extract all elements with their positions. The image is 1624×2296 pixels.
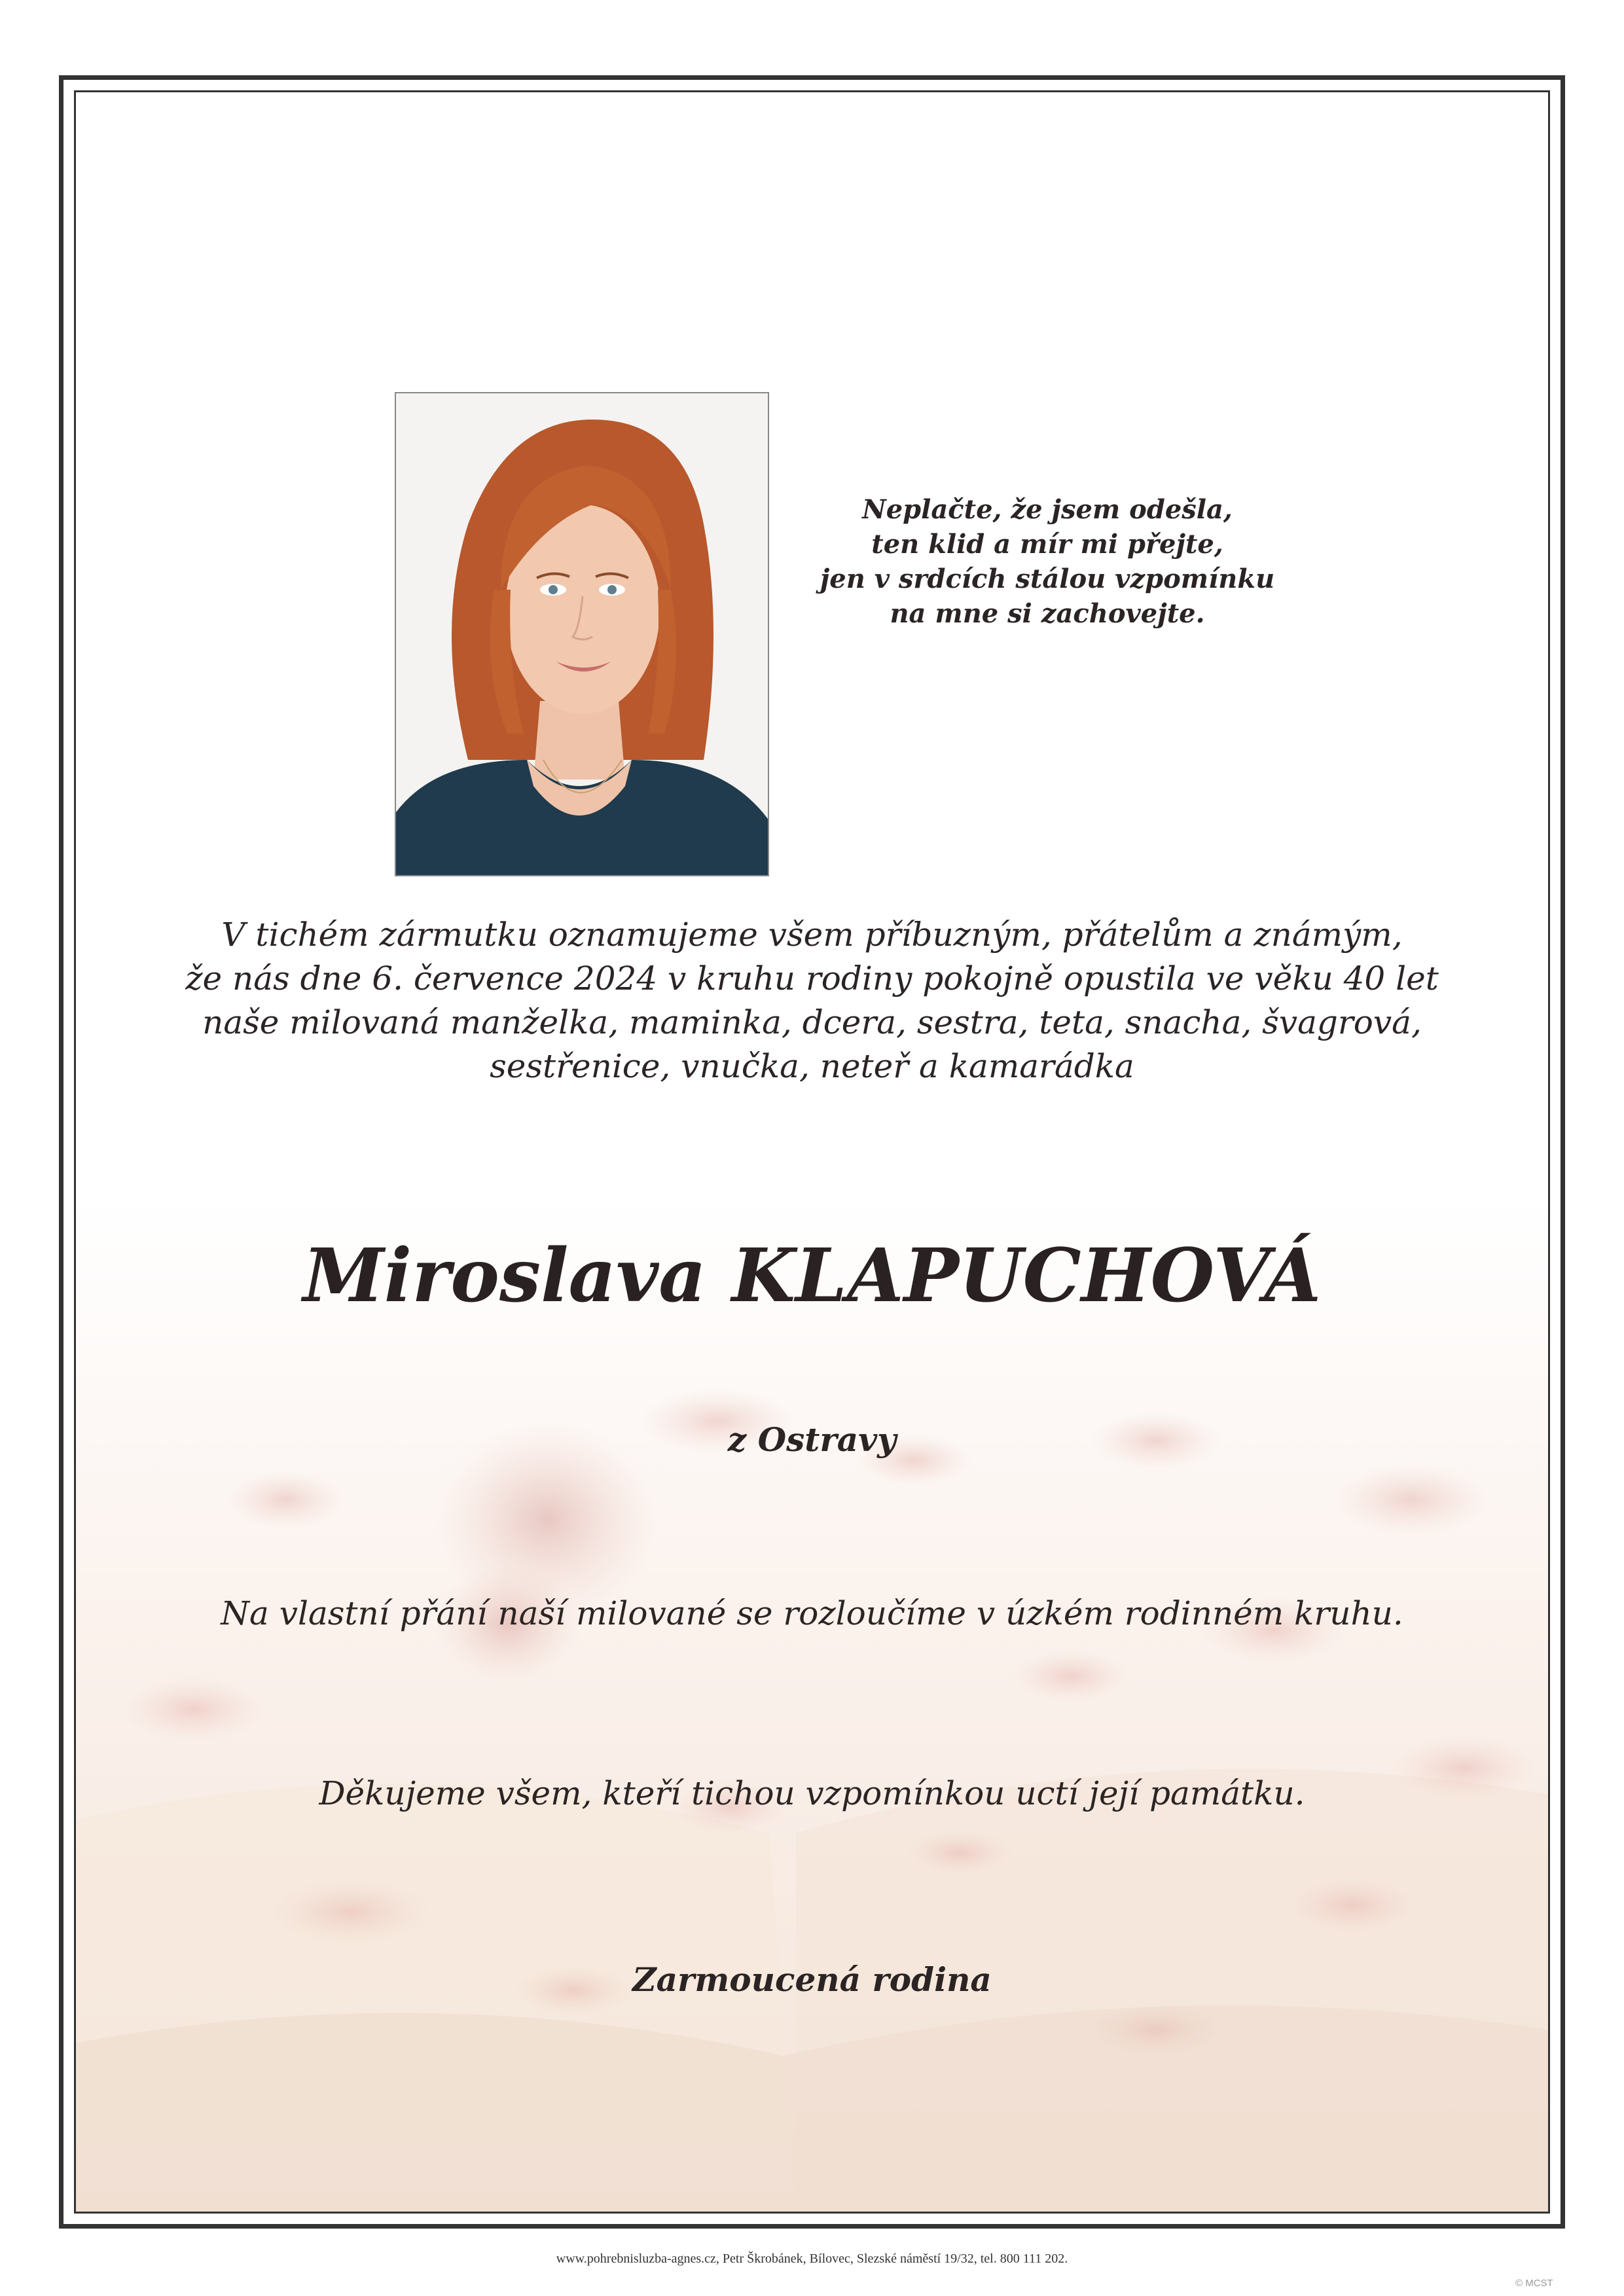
poem-line: na mne si zachovejte. — [890, 598, 1205, 629]
deceased-origin: z Ostravy — [727, 1420, 897, 1459]
memorial-poem — [792, 492, 1303, 631]
printer-watermark: © MCST — [1515, 2278, 1553, 2289]
poem-line: Neplačte, že jsem odešla, — [862, 494, 1233, 525]
poem-line: ten klid a mír mi přejte, — [871, 529, 1223, 560]
announcement-line: V tichém zármutku oznamujeme všem příbuzným, přátelům a známým, — [221, 916, 1403, 954]
family-signature: Zarmoucená rodina — [632, 1960, 992, 1999]
funeral-service-footer: www.pohrebnisluzba-agnes.cz, Petr Škrobánek, Bílovec, Slezské náměstí 19/32, tel. 800 111 202. — [556, 2251, 1068, 2266]
poem-line: jen v srdcích stálou vzpomínku — [820, 564, 1275, 594]
announcement-line: sestřenice, vnučka, neteř a kamarádka — [490, 1047, 1134, 1085]
announcement-line: naše milovaná manželka, maminka, dcera, sestra, teta, snacha, švagrová, — [202, 1003, 1422, 1041]
announcement-line: že nás dne 6. července 2024 v kruhu rodiny pokojně opustila ve věku 40 let — [185, 960, 1439, 997]
death-announcement — [164, 913, 1460, 1088]
inner-frame — [74, 90, 1550, 2214]
thanks-notice: Děkujeme všem, kteří tichou vzpomínkou uctí její památku. — [319, 1774, 1305, 1812]
deceased-name: Miroslava KLAPUCHOVÁ — [302, 1233, 1322, 1319]
portrait-photo — [395, 392, 769, 876]
book-and-petals-background — [76, 92, 1548, 2212]
farewell-notice: Na vlastní přání naší milované se rozloučíme v úzkém rodinném kruhu. — [221, 1594, 1403, 1632]
